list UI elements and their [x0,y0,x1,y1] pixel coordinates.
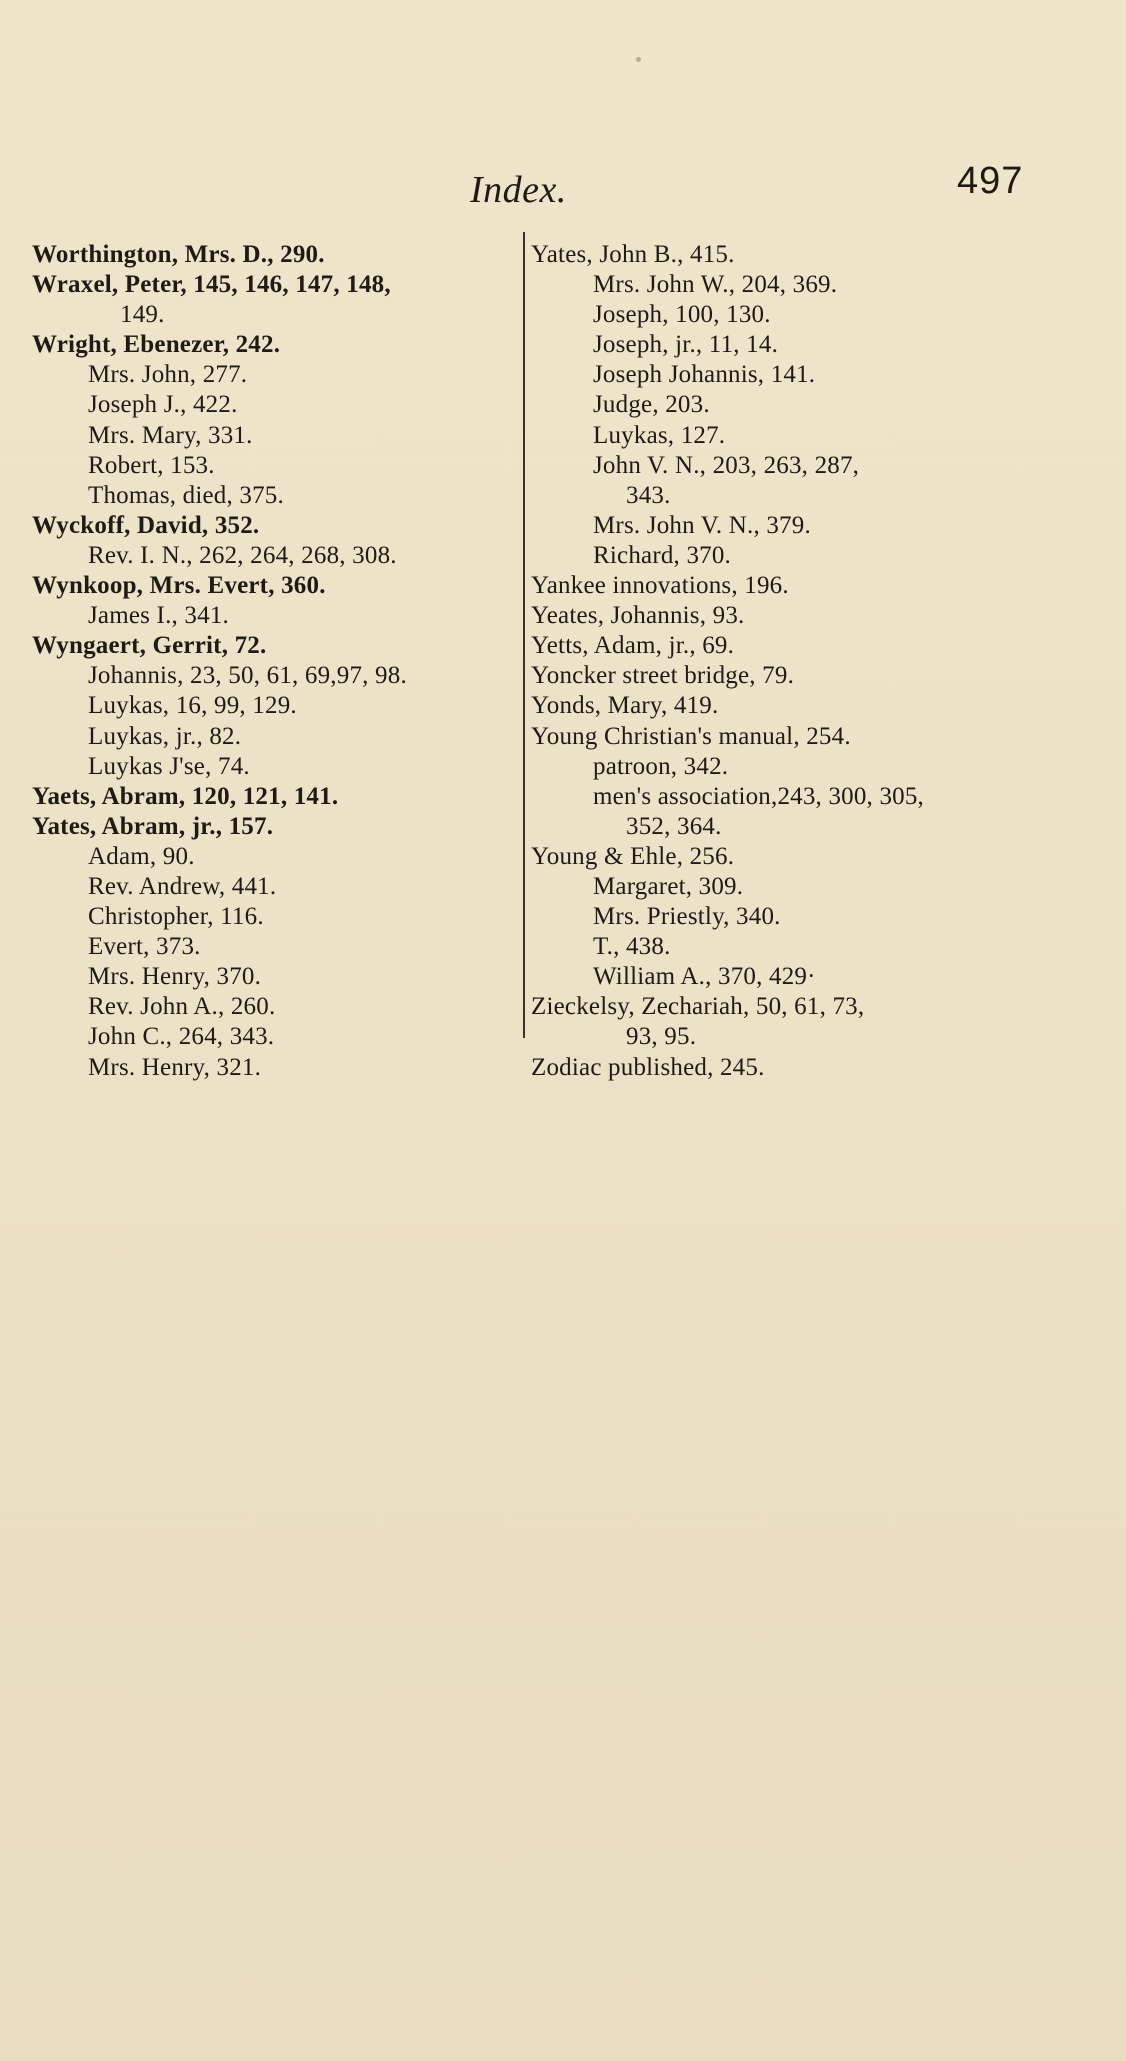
index-entry: Mrs. John, 277. [88,361,248,389]
index-entry: Zieckelsy, Zechariah, 50, 61, 73, [531,993,865,1021]
index-entry: Robert, 153. [88,451,215,479]
index-entry: Johannis, 23, 50, 61, 69,97, 98. [88,662,407,690]
index-entry: Richard, 370. [593,541,731,569]
paper-speck [636,57,641,62]
index-entry: Rev. John A., 260. [88,993,276,1021]
index-entry: patroon, 342. [593,752,729,780]
index-entry: Yonds, Mary, 419. [531,692,719,720]
index-entry: Luykas J'se, 74. [88,752,250,780]
index-entry: 343. [626,481,671,509]
index-entry: Judge, 203. [593,391,710,419]
index-entry: Yetts, Adam, jr., 69. [531,632,735,660]
index-entry: Joseph, 100, 130. [593,301,771,329]
index-entry: Yaets, Abram, 120, 121, 141. [32,782,339,810]
index-entry: Luykas, 16, 99, 129. [88,692,297,720]
index-entry: Wyngaert, Gerrit, 72. [32,632,267,660]
index-entry: Evert, 373. [88,933,201,961]
index-entry: Joseph J., 422. [88,391,238,419]
index-entry: Yates, Abram, jr., 157. [32,812,274,840]
page-number: 497 [957,160,1024,202]
index-entry: John V. N., 203, 263, 287, [593,451,860,479]
index-entry: Mrs. Priestly, 340. [593,903,781,931]
index-entry: Yeates, Johannis, 93. [531,602,745,630]
index-entry: Wyckoff, David, 352. [32,511,260,539]
index-column-right [531,240,1031,1083]
index-entry: 149. [120,301,165,329]
index-entry: Young Christian's manual, 254. [531,722,851,750]
index-column-left [32,240,522,1083]
index-entry: Christopher, 116. [88,903,264,931]
index-entry: Mrs. Henry, 321. [88,1053,262,1081]
index-entry: Rev. I. N., 262, 264, 268, 308. [88,541,397,569]
index-entry: James I., 341. [88,602,229,630]
index-entry: Thomas, died, 375. [88,481,284,509]
index-entry: T., 438. [593,933,671,961]
index-entry: Yankee innovations, 196. [531,572,789,600]
index-entry: Rev. Andrew, 441. [88,872,277,900]
index-entry: Worthington, Mrs. D., 290. [32,241,325,268]
index-entry: Wright, Ebenezer, 242. [32,331,281,359]
index-entry: William A., 370, 429· [593,963,816,991]
index-entry: 352, 364. [626,812,722,840]
index-entry: Joseph Johannis, 141. [593,361,816,389]
running-title: Index. [470,169,567,211]
index-entry: Margaret, 309. [593,872,744,900]
index-entry: Mrs. Mary, 331. [88,421,253,449]
index-entry: Mrs. Henry, 370. [88,963,262,991]
index-entry: Zodiac published, 245. [531,1053,765,1081]
index-entry: Yoncker street bridge, 79. [531,662,795,690]
index-entry: Luykas, 127. [593,421,726,449]
index-entry: John C., 264, 343. [88,1023,275,1051]
index-entry: 93, 95. [626,1023,697,1051]
index-entry: Adam, 90. [88,842,195,870]
index-entry: Young & Ehle, 256. [531,842,735,870]
index-entry: Mrs. John V. N., 379. [593,511,811,539]
index-entry: Luykas, jr., 82. [88,722,242,750]
index-entry: Joseph, jr., 11, 14. [593,331,779,359]
index-entry: Mrs. John W., 204, 369. [593,271,838,299]
index-entry: men's association,243, 300, 305, [593,782,925,810]
index-entry: Wraxel, Peter, 145, 146, 147, 148, [32,271,391,299]
index-entry: Wynkoop, Mrs. Evert, 360. [32,572,326,600]
column-divider [523,232,525,1038]
index-entry: Yates, John B., 415. [531,241,735,268]
